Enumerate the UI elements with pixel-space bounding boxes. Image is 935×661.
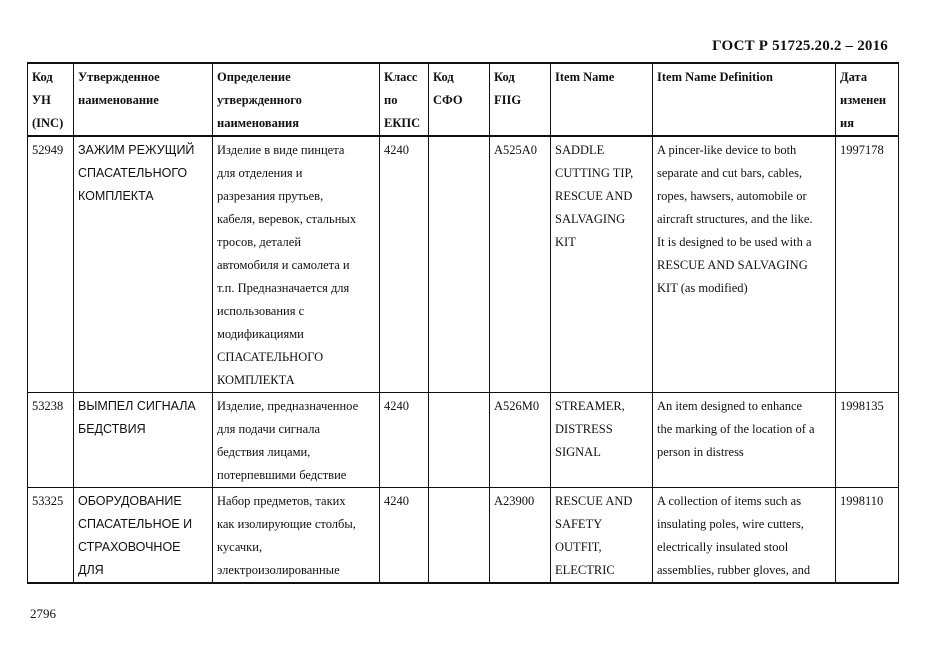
name-ru-cell: ВЫМПЕЛ СИГНАЛА БЕДСТВИЯ: [74, 393, 213, 488]
change-date-cell: 1998110: [836, 488, 899, 584]
table-row: [28, 136, 899, 393]
class-cell: 4240: [380, 136, 429, 393]
item-name-registry-table: [27, 62, 899, 584]
class-cell: 4240: [380, 393, 429, 488]
column-header: Код FIIG: [490, 63, 551, 136]
table-row: [28, 488, 899, 584]
document-standard-header: ГОСТ Р 51725.20.2 – 2016: [712, 38, 888, 54]
definition-ru-cell: Изделие в виде пинцета для отделения и разрезания прутьев, кабеля, веревок, стальных тросов, деталей автомобиля и самолета и т.п. Предназначается для использования с модификациями СПАСАТЕЛЬНОГО КОМПЛЕКТА: [213, 136, 380, 393]
inc-code-cell: 53238: [28, 393, 74, 488]
change-date-cell: 1997178: [836, 136, 899, 393]
change-date-cell: 1998135: [836, 393, 899, 488]
name-ru-cell: ЗАЖИМ РЕЖУЩИЙ СПАСАТЕЛЬНОГО КОМПЛЕКТА: [74, 136, 213, 393]
column-header: Item Name Definition: [653, 63, 836, 136]
item-definition-cell: A collection of items such as insulating poles, wire cutters, electrically insulated stool assemblies, rubber gloves, and: [653, 488, 836, 584]
item-name-cell: STREAMER, DISTRESS SIGNAL: [551, 393, 653, 488]
column-header: Код УН (INC): [28, 63, 74, 136]
inc-code-cell: 52949: [28, 136, 74, 393]
name-ru-cell: ОБОРУДОВАНИЕ СПАСАТЕЛЬНОЕ И СТРАХОВОЧНОЕ ДЛЯ: [74, 488, 213, 584]
item-definition-cell: A pincer-like device to both separate and cut bars, cables, ropes, hawsers, automobile or aircraft structures, and the like. It is designed to be used with a RESCUE AND SALVAGING KIT (as modified): [653, 136, 836, 393]
column-header: Утвержденное наименование: [74, 63, 213, 136]
sfo-code-cell: [429, 136, 490, 393]
inc-code-cell: 53325: [28, 488, 74, 584]
item-name-cell: RESCUE AND SAFETY OUTFIT, ELECTRIC: [551, 488, 653, 584]
page-number: 2796: [30, 606, 56, 621]
fiig-code-cell: A525A0: [490, 136, 551, 393]
fiig-code-cell: A526M0: [490, 393, 551, 488]
sfo-code-cell: [429, 393, 490, 488]
column-header: Класс по ЕКПС: [380, 63, 429, 136]
class-cell: 4240: [380, 488, 429, 584]
column-header: Дата изменен ия: [836, 63, 899, 136]
sfo-code-cell: [429, 488, 490, 584]
table-row: [28, 393, 899, 488]
table-header-row: [28, 63, 899, 136]
definition-ru-cell: Набор предметов, таких как изолирующие столбы, кусачки, электроизолированные: [213, 488, 380, 584]
column-header: Определение утвержденного наименования: [213, 63, 380, 136]
column-header: Item Name: [551, 63, 653, 136]
item-name-cell: SADDLE CUTTING TIP, RESCUE AND SALVAGING KIT: [551, 136, 653, 393]
fiig-code-cell: A23900: [490, 488, 551, 584]
item-definition-cell: An item designed to enhance the marking of the location of a person in distress: [653, 393, 836, 488]
column-header: Код СФО: [429, 63, 490, 136]
definition-ru-cell: Изделие, предназначенное для подачи сигнала бедствия лицами, потерпевшими бедствие: [213, 393, 380, 488]
